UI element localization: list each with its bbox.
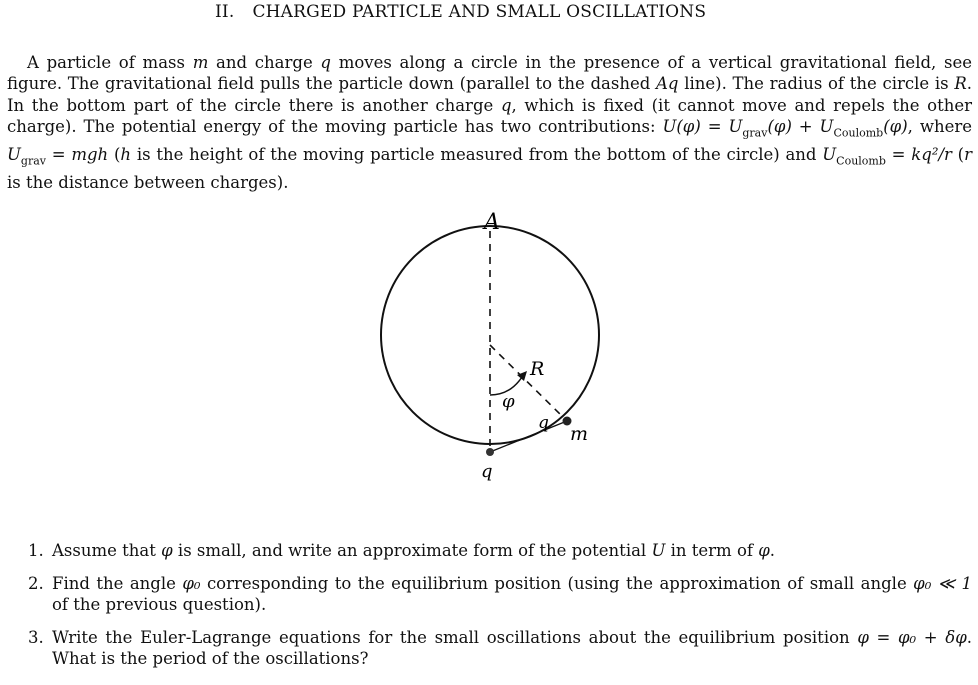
question-item (28, 573, 972, 615)
math-symbol: φ (161, 541, 173, 560)
math-symbol: φ₀ ≪ 1 (913, 574, 972, 593)
circle-figure (370, 205, 610, 495)
label-q-fixed: q (481, 461, 493, 482)
intro-text: A particle of mass (27, 53, 193, 72)
label-phi: φ (502, 391, 515, 412)
radius-symbol: R (954, 74, 967, 94)
intro-text: is the height of the moving particle measured from the bottom of the circle) and (131, 144, 823, 164)
equation: U(φ) = U (662, 117, 743, 137)
equation: (φ) + U (767, 117, 834, 137)
section-title: CHARGED PARTICLE AND SMALL OSCILLATIONS (252, 2, 707, 22)
equation: U (7, 144, 21, 164)
question-list (28, 540, 972, 681)
label-R: R (530, 358, 545, 380)
intro-text: , where (907, 117, 972, 137)
equation-subscript: grav (742, 126, 768, 140)
intro-text: is the distance between charges). (7, 172, 289, 192)
math-symbol: φ (758, 541, 770, 560)
math-symbol: φ = φ₀ + δφ (857, 628, 967, 647)
question-number: 3. (28, 628, 44, 647)
label-q-moving: q (538, 413, 549, 433)
charge-symbol: q (320, 53, 331, 72)
equation-subscript: Coulomb (833, 126, 884, 140)
label-m: m (570, 423, 589, 445)
intro-text: moves along a circle in the presence of a vertical gravitational field, see figure. The gravitational field pulls the particle down (parallel to the dashed (7, 53, 972, 94)
question-segment: . (769, 541, 776, 560)
math-symbol: φ₀ (182, 574, 201, 593)
section-number: II. (215, 2, 235, 22)
question-segment: Assume that (52, 541, 162, 560)
equation-subscript: grav (20, 154, 46, 168)
equation: (φ) (883, 117, 908, 137)
height-symbol: h (120, 144, 132, 164)
question-segment: of the previous question). (52, 595, 267, 614)
question-segment: Write the Euler-Lagrange equations for the small oscillations about the equilibrium position (52, 628, 858, 647)
question-number: 2. (28, 574, 44, 593)
label-A: A (484, 210, 500, 235)
question-segment: corresponding to the equilibrium position (using the approximation of small angle (200, 574, 914, 593)
equation: = mgh (45, 144, 109, 164)
question-segment: Find the angle (52, 574, 183, 593)
equation-subscript: Coulomb (836, 154, 886, 168)
mass-symbol: m (192, 53, 209, 72)
intro-text: . In the bottom part of the circle there is another charge (7, 74, 972, 115)
math-symbol: U (651, 541, 666, 560)
equation: = kq²/r (885, 144, 952, 164)
question-text (52, 540, 972, 561)
problem-statement (7, 52, 972, 193)
question-number: 1. (28, 541, 44, 560)
question-segment: is small, and write an approximate form of the potential (172, 541, 652, 560)
intro-text: , which is fixed (it cannot move and repels the other charge). The potential energy of the moving particle has two contributions: (7, 95, 973, 137)
line-symbol: Aq (656, 74, 679, 94)
figure-svg (370, 205, 610, 495)
fixed-charge-dot (486, 448, 494, 456)
question-segment: . What is the period of the oscillations? (52, 628, 973, 668)
question-text (52, 573, 972, 615)
charge-symbol: q (500, 95, 512, 115)
intro-text: ( (108, 144, 121, 164)
distance-symbol: r (964, 144, 973, 164)
question-text (52, 627, 972, 669)
intro-text: ( (951, 144, 965, 164)
equation: U (822, 144, 837, 164)
question-item (28, 540, 972, 561)
question-segment: in term of (665, 541, 759, 560)
charge-separation-line (490, 421, 567, 452)
intro-text: line). The radius of the circle is (678, 74, 955, 94)
section-heading (215, 2, 706, 22)
question-item (28, 627, 972, 669)
intro-text: and charge (208, 53, 321, 72)
